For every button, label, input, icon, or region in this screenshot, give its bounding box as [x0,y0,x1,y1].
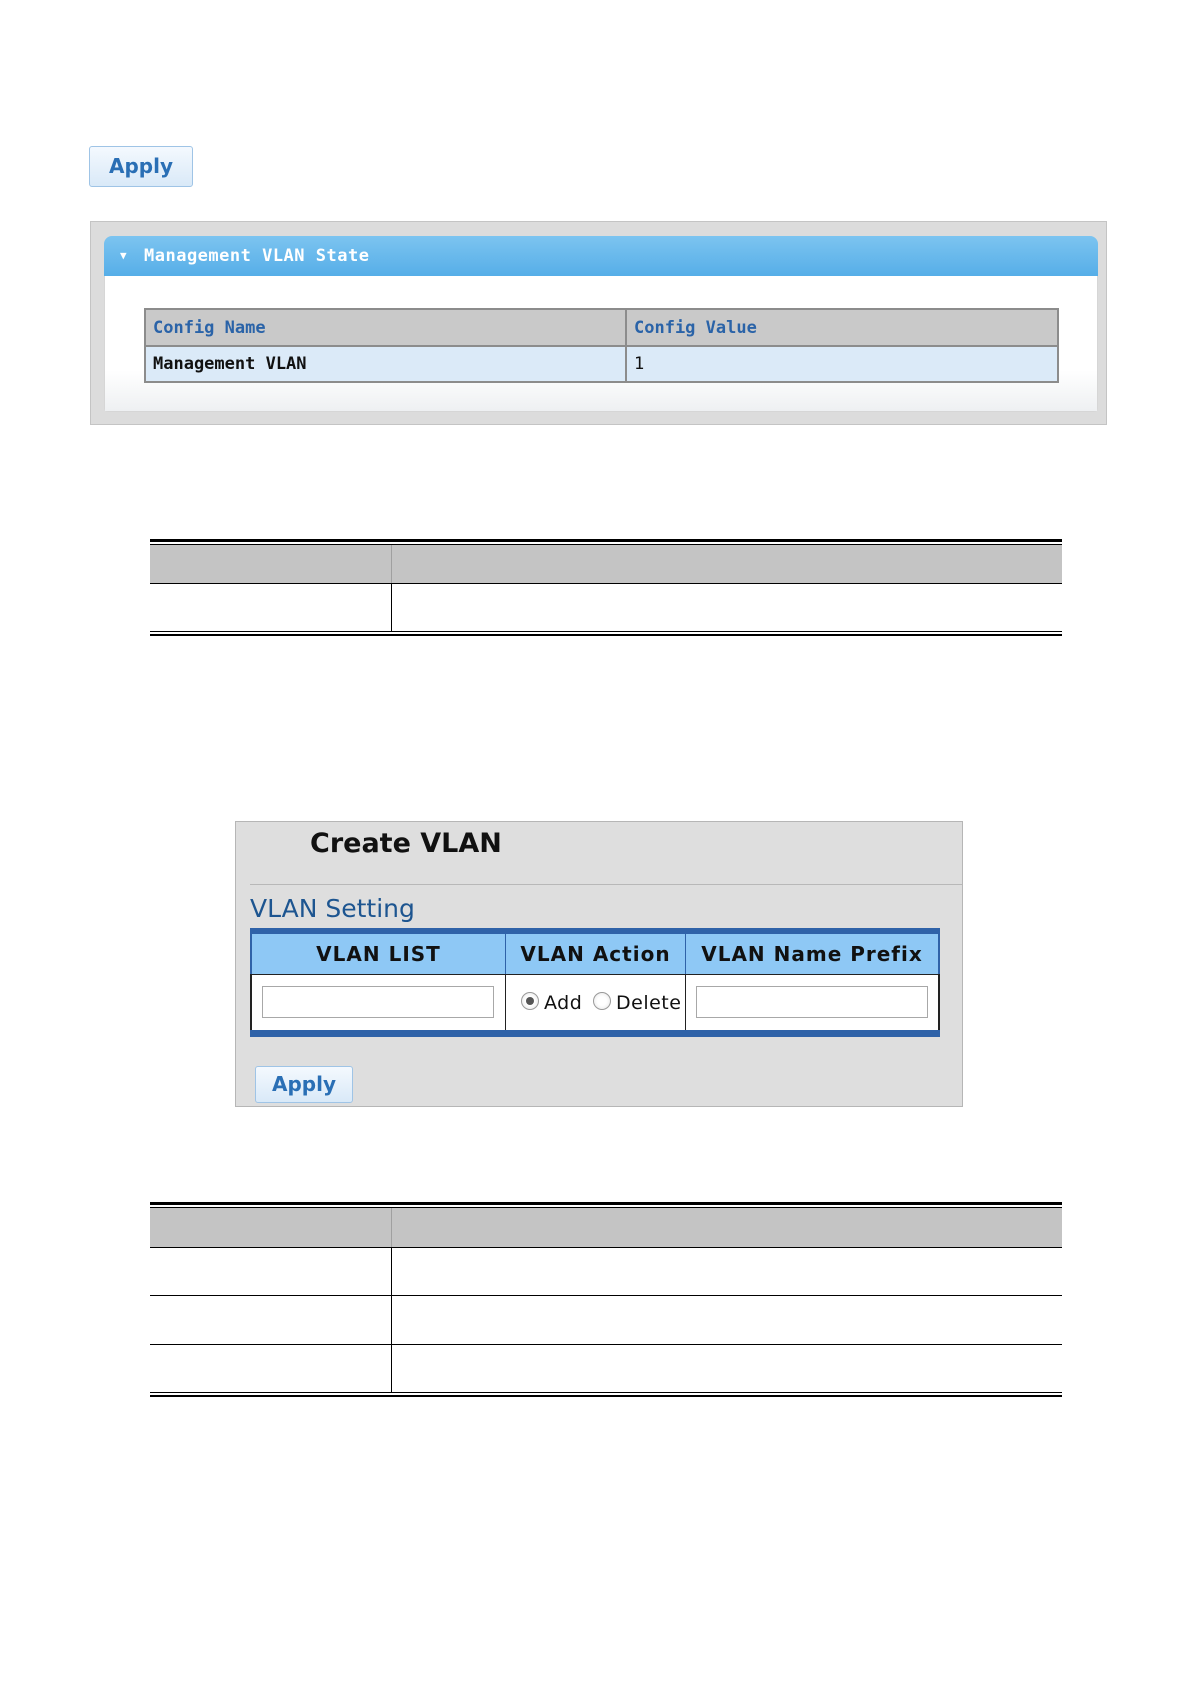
header-cell [150,1208,392,1247]
apply-button[interactable]: Apply [89,146,193,187]
collapse-triangle-icon[interactable]: ▼ [120,249,127,262]
delete-radio-label: Delete [616,992,682,1014]
description-table [150,539,1062,636]
table-cell [392,1296,1062,1344]
header-cell [150,545,392,583]
panel-title: Management VLAN State [144,246,370,266]
title-divider [250,884,962,885]
vlan-setting-row [250,974,940,1030]
description-table-header [150,545,1062,583]
table-cell [150,584,392,631]
vlan-name-prefix-cell [686,975,938,1030]
table-row [150,1247,1062,1295]
vlan-setting-title: VLAN Setting [250,894,415,923]
table-cell [150,1296,392,1344]
table-bottom-bar [250,1030,940,1037]
vlan-setting-table-header [250,934,940,974]
column-header-config-value: Config Value [626,309,1058,346]
table-bottom-rule [150,1392,1062,1397]
add-radio-label: Add [544,992,583,1014]
create-vlan-apply-button[interactable]: Apply [255,1066,353,1103]
table-row [145,346,1058,382]
create-vlan-title: Create VLAN [310,828,502,859]
config-value-cell: 1 [626,346,1058,382]
column-header-vlan-list: VLAN LIST [252,934,506,974]
table-row [150,1295,1062,1344]
panel-header[interactable] [104,236,1098,276]
description-table [150,1202,1062,1397]
header-cell [392,545,1062,583]
column-header-config-name: Config Name [145,309,626,346]
vlan-list-input[interactable] [262,986,494,1018]
delete-radio[interactable] [593,992,611,1010]
add-radio[interactable] [521,992,539,1010]
table-row [150,583,1062,631]
column-header-vlan-action: VLAN Action [506,934,686,974]
column-header-vlan-name-prefix: VLAN Name Prefix [686,934,938,974]
table-cell [392,584,1062,631]
vlan-name-prefix-input[interactable] [696,986,928,1018]
vlan-list-cell [252,975,506,1030]
table-bottom-rule [150,631,1062,636]
header-cell [392,1208,1062,1247]
table-cell [150,1248,392,1295]
table-cell [150,1345,392,1392]
description-table-header [150,1208,1062,1247]
config-name-cell: Management VLAN [145,346,626,382]
table-row [150,1344,1062,1392]
vlan-action-cell [506,975,686,1030]
table-cell [392,1345,1062,1392]
config-table [144,308,1059,383]
table-cell [392,1248,1062,1295]
